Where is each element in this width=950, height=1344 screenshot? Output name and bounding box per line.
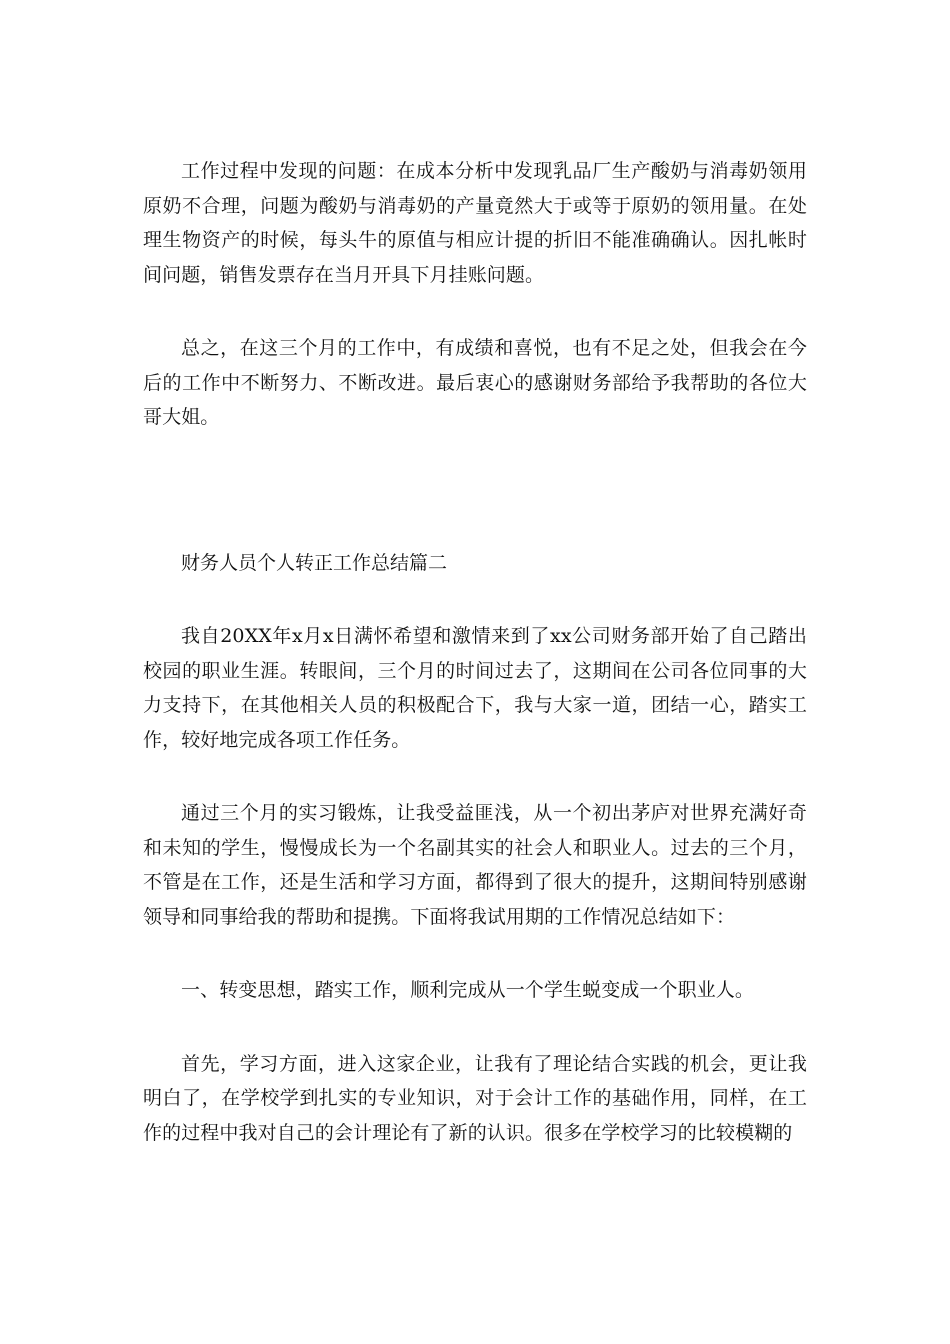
document-body xyxy=(143,154,807,1150)
paragraph-spacer xyxy=(143,934,807,973)
section-spacer xyxy=(143,435,807,546)
paragraph-spacer xyxy=(143,757,807,796)
paragraph-study: 首先，学习方面，进入这家企业，让我有了理论结合实践的机会，更让我明白了，在学校学到扎实的专业知识，对于会计工作的基础作用，同样，在工作的过程中我对自己的会计理论有了新的认识。很多在学校学习的比较模糊的 xyxy=(143,1052,807,1144)
paragraph-conclusion: 总之，在这三个月的工作中，有成绩和喜悦，也有不足之处，但我会在今后的工作中不断努力、不断改进。最后衷心的感谢财务部给予我帮助的各位大哥大姐。 xyxy=(143,337,807,428)
paragraph-subheading-one: 一、转变思想，踏实工作，顺利完成从一个学生蜕变成一个职业人。 xyxy=(181,979,755,1001)
paragraph-spacer xyxy=(143,1008,807,1047)
paragraph-growth: 通过三个月的实习锻炼，让我受益匪浅，从一个初出茅庐对世界充满好奇和未知的学生，慢慢成长为一个名副其实的社会人和职业人。过去的三个月，不管是在工作，还是生活和学习方面，都得到了很大的提升，这期间特别感谢领导和同事给我的帮助和提携。下面将我试用期的工作情况总结如下： xyxy=(143,802,807,928)
paragraph-intro: 我自20XX年x月x日满怀希望和激情来到了xx公司财务部开始了自己踏出校园的职业生涯。转眼间，三个月的时间过去了，这期间在公司各位同事的大力支持下，在其他相关人员的积极配合下，我与大家一道，团结一心，踏实工作，较好地完成各项工作任务。 xyxy=(143,625,807,751)
paragraph-spacer xyxy=(143,580,807,619)
paragraph-problems-found: 工作过程中发现的问题：在成本分析中发现乳品厂生产酸奶与消毒奶领用原奶不合理，问题为酸奶与消毒奶的产量竟然大于或等于原奶的领用量。在处理生物资产的时候，每头牛的原值与相应计提的折旧不能准确确认。因扎帐时间问题，销售发票存在当月开具下月挂账问题。 xyxy=(143,160,807,286)
section-title: 财务人员个人转正工作总结篇二 xyxy=(181,551,448,574)
paragraph-spacer xyxy=(143,292,807,331)
